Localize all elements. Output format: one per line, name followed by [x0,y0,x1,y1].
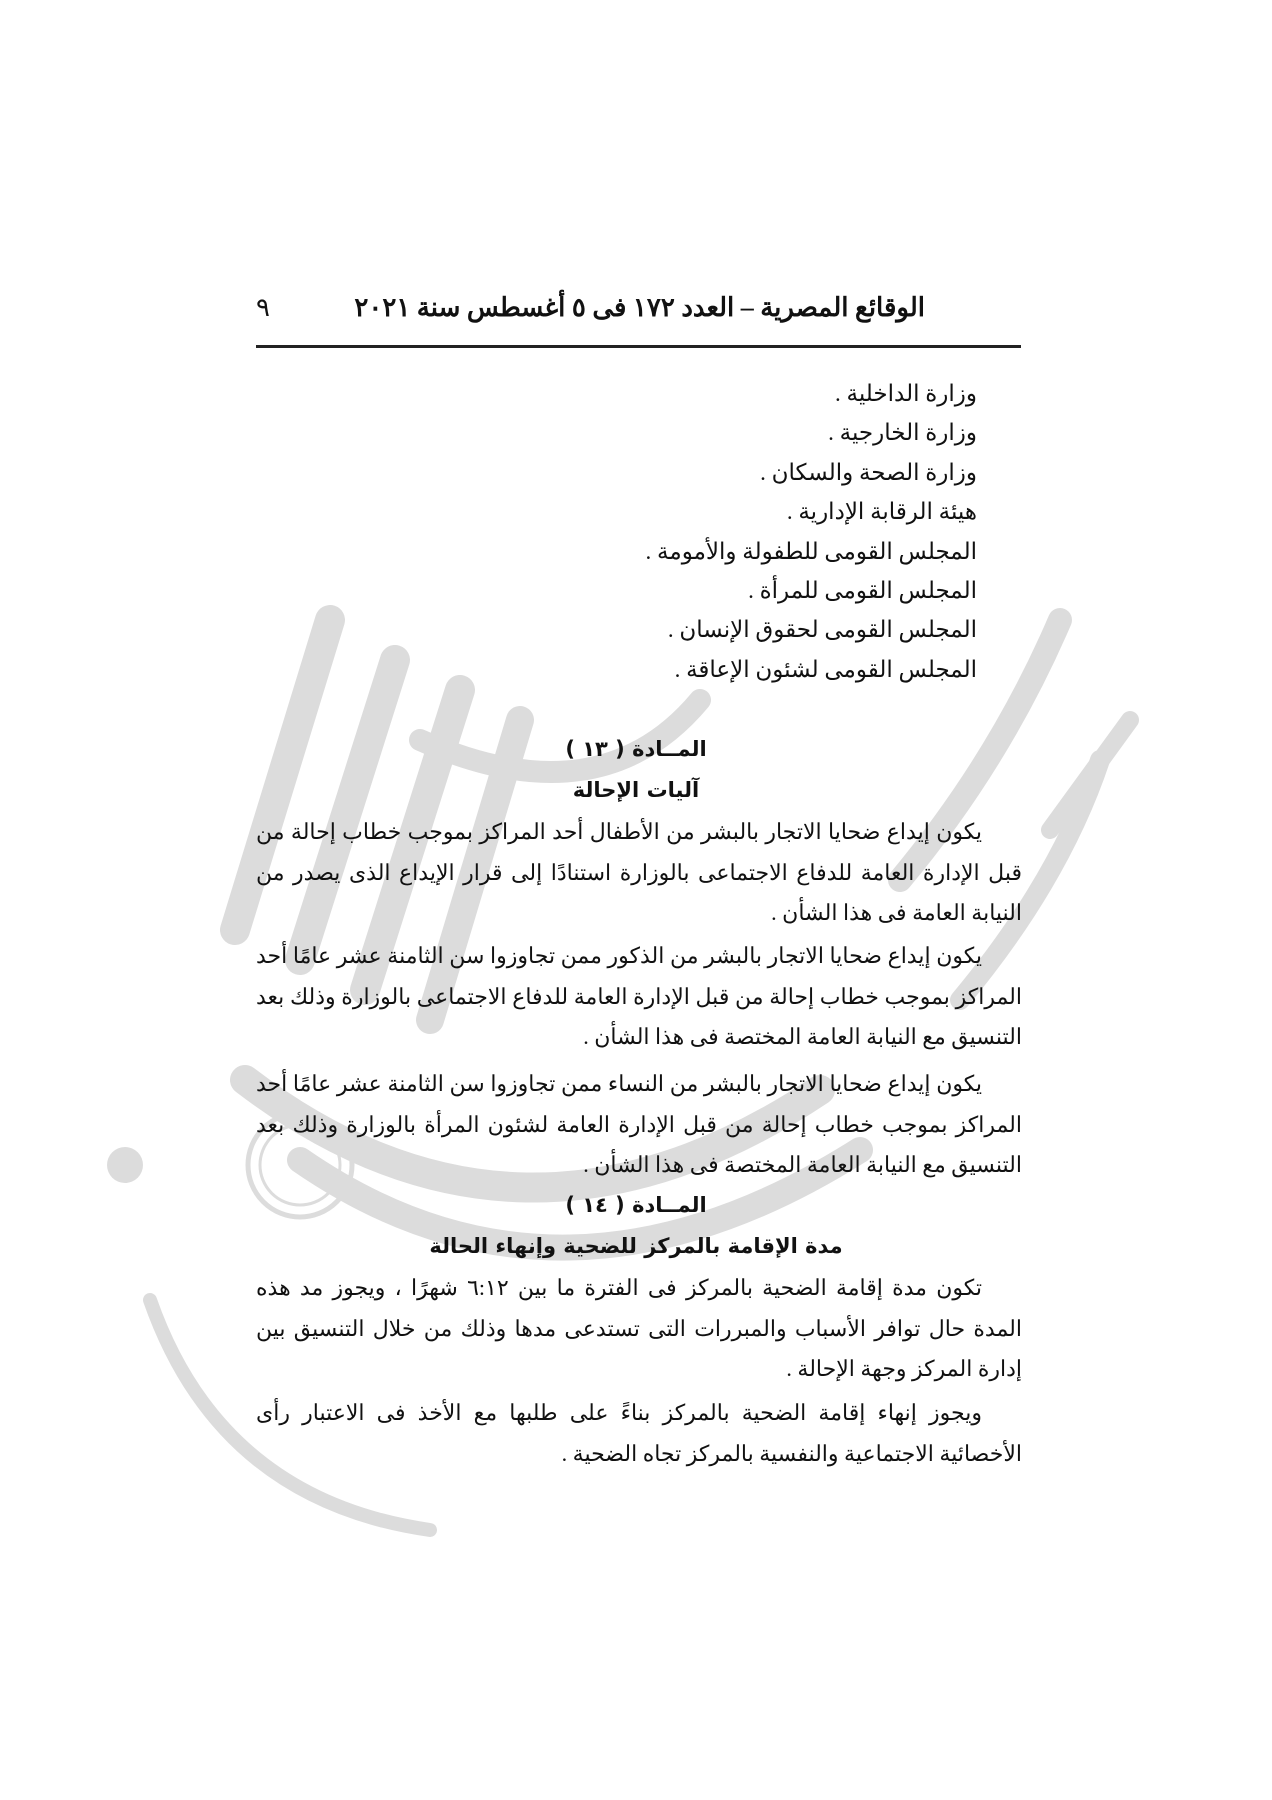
article-13-paragraph-3: يكون إيداع ضحايا الاتجار بالبشر من النساء ممن تجاوزوا سن الثامنة عشر عامًا أحد المراكز بموجب خطاب إحالة من قبل الإدارة العامة لشئون المرأة بالوزارة وذلك بعد التنسيق مع النيابة العامة المختصة فى هذا الشأن . [256,1071,1022,1177]
header-title: الوقائع المصرية – العدد ١٧٢ فى ٥ أغسطس سنة ٢٠٢١ [354,293,925,322]
article-13-subheading: آليات الإحالة [572,778,700,802]
entities-list [646,374,977,689]
article-13-paragraph-2: يكون إيداع ضحايا الاتجار بالبشر من الذكور ممن تجاوزوا سن الثامنة عشر عامًا أحد المراكز بموجب خطاب إحالة من قبل الإدارة العامة للدفاع الاجتماعى بالوزارة وذلك بعد التنسيق مع النيابة العامة المختصة فى هذا الشأن . [256,943,1022,1049]
header-divider [256,345,1021,348]
article-14-paragraph-2: ويجوز إنهاء إقامة الضحية بالمركز بناءً على طلبها مع الأخذ فى الاعتبار رأى الأخصائية الاجتماعية والنفسية بالمركز تجاه الضحية . [256,1400,1022,1466]
list-item: المجلس القومى لشئون الإعاقة . [674,656,977,682]
list-item: وزارة الخارجية . [828,420,977,446]
list-item: وزارة الداخلية . [835,381,977,406]
article-13-heading: المــادة ( ١٣ ) [565,737,707,761]
list-item: المجلس القومى للمرأة . [748,577,977,603]
list-item: هيئة الرقابة الإدارية . [786,499,977,525]
page-number: ٩ [256,293,270,322]
article-13-paragraph-1: يكون إيداع ضحايا الاتجار بالبشر من الأطفال أحد المراكز بموجب خطاب إحالة من قبل الإدارة العامة للدفاع الاجتماعى بالوزارة استنادًا إلى قرار الإيداع الذى يصدر من النيابة العامة فى هذا الشأن . [256,819,1022,925]
list-item: وزارة الصحة والسكان . [760,459,977,485]
list-item: المجلس القومى لحقوق الإنسان . [667,617,977,643]
article-14-heading: المــادة ( ١٤ ) [565,1193,707,1217]
list-item: المجلس القومى للطفولة والأمومة . [645,538,977,564]
article-14-paragraph-1: تكون مدة إقامة الضحية بالمركز فى الفترة ما بين ٦:١٢ شهرًا ، ويجوز مد هذه المدة حال توافر الأسباب والمبررات التى تستدعى مدها وذلك من خلال التنسيق بين إدارة المركز وجهة الإحالة . [256,1275,1022,1381]
article-14-subheading: مدة الإقامة بالمركز للضحية وإنهاء الحالة [429,1234,843,1258]
